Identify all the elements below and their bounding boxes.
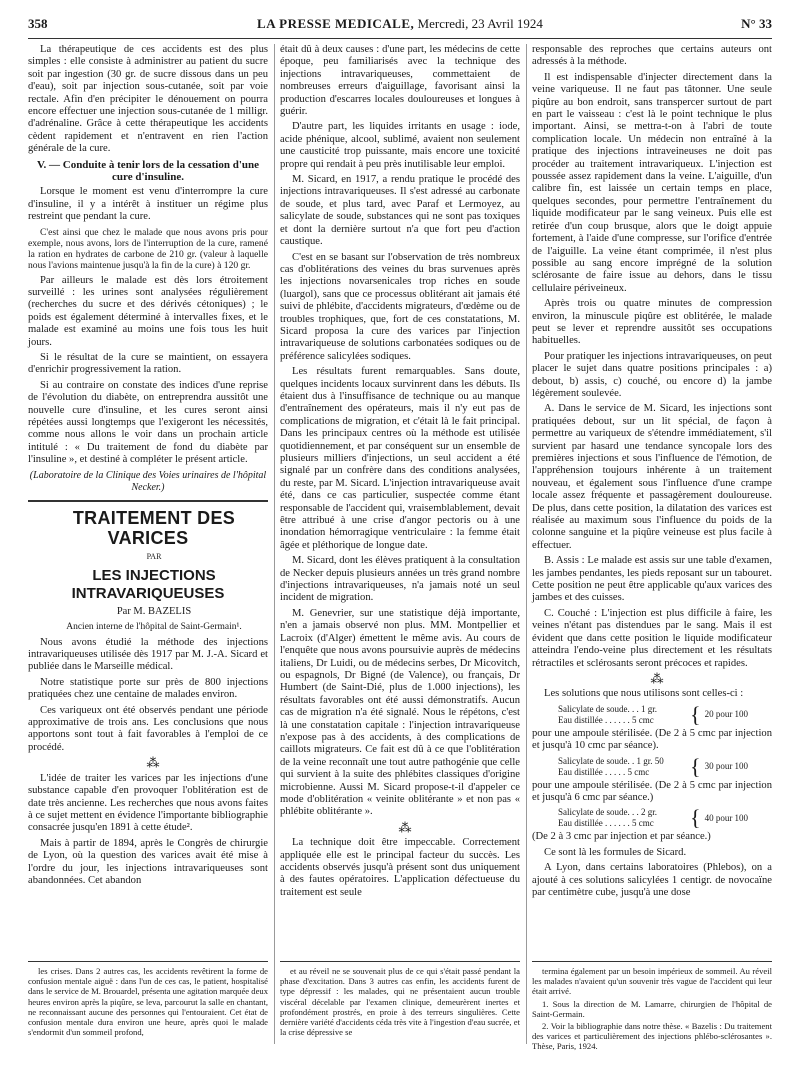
paragraph: responsable des reproches que certains auteurs ont adressés à la méthode.: [532, 44, 772, 68]
footnote-rule: [280, 961, 520, 962]
paragraph: D'autre part, les liquides irritants en usage : iode, acide phénique, alcool, sublimé, avaient non seulement une causticité trop puissante, mais encore une toxicité propre qui rendait à peu près inutilisable leur emploi.: [280, 121, 520, 170]
paragraph: C'est en se basant sur l'observation de très nombreux cas d'oblitérations des veines du bras survenues après les injections novarsenicales trop riches en soude (luargol), sans que ce processus oblitérant ait jamais été suivi de phlébite, d'accidents migrateurs, d'œdème ou de troubles trophiques, que, fort de ces constatations, M. Sicard proposa la cure des varices par l'injection intravariqueuse de solutions carbonatées sodiques ou de préférence salicylées sodiques.: [280, 251, 520, 362]
article-title: TRAITEMENT DES VARICES: [72, 508, 236, 549]
asterism: ⁂: [650, 670, 666, 686]
paragraph: pour une ampoule stérilisée. (De 2 à 5 cmc par injection et jusqu'à 10 cmc par séance).: [532, 727, 772, 752]
author-affiliation: Ancien interne de l'hôpital de Saint-Germain¹.: [66, 622, 242, 633]
formula-line: Eau distillée . . . . . . 5 cmc: [558, 818, 654, 829]
paragraph: Nous avons étudié la méthode des injections intravariqueuses utilisée dès 1917 par M. J.-A. Sicard et publiée dans le Marseille médical.: [28, 636, 268, 673]
paragraph: A Lyon, dans certains laboratoires (Phlebos), on a ajouté à ces solutions salicylées 1 centigr. de novocaïne par centimètre cube, jusqu'à une dose: [532, 862, 772, 898]
column-divider: [526, 44, 527, 1044]
journal-name: LA PRESSE MEDICALE,: [257, 16, 415, 31]
footnote-rule: [532, 961, 772, 962]
footnotes-column-1: [28, 966, 268, 1039]
page-number: 358: [28, 16, 48, 31]
formula-line: Salicylate de soude. . 1 gr. 50: [558, 755, 664, 766]
paragraph: L'idée de traiter les varices par les injections d'une substance capable d'en provoquer l'oblitération est de date très ancienne. Les recherches que nous avons faites à ce sujet mettent en évidence l'importante bibliographie consacrée jusqu'en 1891 à cette étude².: [28, 772, 268, 834]
article-separator: [28, 500, 268, 502]
column-divider: [274, 44, 275, 1044]
column-2: [280, 44, 520, 902]
formula-result: 20 pour 100: [704, 709, 749, 720]
paragraph: Ces variqueux ont été observés pendant une période approximative de trois ans. Les conclusions que nous apportons sont tout à fait favorables à l'emploi de ce procédé.: [28, 704, 268, 753]
laboratory-credit: (Laboratoire de la Clinique des Voies urinaires de l'hôpital Necker.): [29, 469, 267, 493]
paragraph: Il est indispensable d'injecter directement dans la veine variqueuse. Il ne faut pas tâtonner. Une seule piqûre au bon endroit, sans transpercer surtout de part en part le vaisseau : c'est là le point technique le plus important. Ainsi, se mettra-t-on à l'abri de toute complication locale. Un médecin non entraîné à la pratique des injections intraveineuses ne doit pas procéder au traitement intravariqueux. L'injection est poussée assez rapidement dans la veine. L'aiguille, d'un calibre fin, est laissée un certain temps en place, quelques secondes, pour permettre l'entraînement du liquide modificateur par le sang veineux. Puis elle est retirée d'un coup brusque, alors que le doigt appuie fortement, à l'aide d'une compresse, sur l'orifice d'entrée de l'aiguille. La veine étant comprimée, il n'est plus possible au sang encore imprégné de la solution sclérosante de faire issue au dehors, dans le tissu cellulaire périveineux.: [532, 71, 772, 294]
paragraph: était dû à deux causes : d'une part, les médecins de cette époque, peu familiarisés avec la technique des injections intravariqueuses, commettaient de nombreuses erreurs d'aiguillage, favorisant ainsi la production d'escarres locales douloureuses et longues à guérir.: [280, 44, 520, 118]
footnote: termina également par un besoin impérieux de sommeil. Au réveil les malades n'avaient qu'un souvenir très vague de l'accident qui leur était arrivé.: [532, 966, 772, 997]
paragraph: Si au contraire on constate des indices d'une reprise de l'évolution du diabète, on entreprendra aussitôt une nouvelle cure d'insuline, et les cures seront ainsi répétées aussi longtemps que l'exigeront les nécessités, comme nous allons le voir dans un prochain article intitulé : « Du traitement de fond du diabète par l'insuline », et destiné à compléter le présent article.: [28, 379, 268, 466]
section-heading: V. — Conduite à tenir lors de la cessation d'une cure d'insuline.: [36, 158, 260, 184]
footnote: 2. Voir la bibliographie dans notre thèse. « Bazelis : Du traitement des varices et particulièrement des injections phlébo-sclérosantes ». Thèse, Paris, 1924.: [532, 1021, 772, 1052]
paragraph: B. Assis : Le malade est assis sur une table d'examen, les jambes pendantes, les pieds reposant sur un tabouret. Cette position ne peut être applicable qu'aux varices des jambes et des cuisses.: [532, 555, 772, 604]
issue-number: N° 33: [741, 16, 772, 31]
formula-line: Salicylate de soude. . . 1 gr.: [558, 703, 657, 714]
brace-icon: {: [690, 701, 701, 727]
paragraph: Mais à partir de 1894, après le Congrès de chirurgie de Lyon, où la question des varices avait été mise à l'ordre du jour, les injections intravariqueuses sont abandonnées. Cet abandon: [28, 837, 268, 886]
paragraph: Ce sont là les formules de Sicard.: [544, 846, 687, 858]
footnote: et au réveil ne se souvenait plus de ce qui s'était passé pendant la phase d'excitation. Dans 3 autres cas enfin, les accidents furent de type dépressif : les malades, qui ne présentaient aucun trouble viscéral décelable par l'examen clinique, demeurèrent inertes et profondément prostrés, en proie à des terreurs singulières. Cette dernière variété d'accidents céda très vite à l'ingestion d'eau sucrée, et la crise dépressive se: [280, 966, 520, 1038]
paragraph: La thérapeutique de ces accidents est des plus simples : elle consiste à administrer au patient du sucre soit par ingestion (30 gr. de sucre dissous dans un peu d'eau), soit par injection sous-cutanée, soit par voie rectale. Afin d'en précipiter le dénouement on pourra encore effectuer une injection sous-cutanée de 1 milligr. d'adrénaline. Grâce à cette thérapeutique les accidents cèdent rapidement et n'entravent en rien l'action générale de la cure.: [28, 44, 268, 155]
paragraph: M. Sicard, dont les élèves pratiquent à la consultation de Necker depuis plusieurs années un très grand nombre d'injections intravariqueuses, n'a jamais noté un seul incident de migration.: [280, 555, 520, 604]
paragraph-small: C'est ainsi que chez le malade que nous avons pris pour exemple, nous avons, lors de l'interruption de la cure, ramené la ration en hydrates de carbone de 210 gr. (valeur à laquelle nous l'avions maintenue jusqu'à la fin de la cure) à 120 gr.: [28, 226, 268, 272]
formula-line: Eau distillée . . . . . 5 cmc: [558, 766, 650, 777]
paragraph: pour une ampoule stérilisée. (De 2 à 5 cmc par injection et jusqu'à 6 cmc par séance.): [532, 779, 772, 803]
paragraph: (De 2 à 3 cmc par injection et par séance.): [532, 831, 711, 843]
paragraph: C. Couché : L'injection est plus difficile à faire, les veines n'étant pas distendues par le sang. Mais il est évident que dans cette position le liquide modificateur atteindra l'endo-veine plus directement et les résultats rétractiles et sclérosants seront précoces et rapides.: [532, 607, 772, 669]
footnotes-column-2: [280, 966, 520, 1039]
formula: [558, 753, 772, 779]
issue-date: Mercredi, 23 Avril 1924: [417, 16, 543, 31]
paragraph: A. Dans le service de M. Sicard, les injections sont pratiquées debout, sur un lit spécial, de façon à permettre au variqueux de s'étendre immédiatement, s'il survient par hasard une tendance syncopale lors des premières injections et sous l'influence de l'émotion, de l'appréhension toujours inhérente à un traitement nouveau, et également sous l'influence d'une crampe locale assez fréquente et passagèrement douloureuse. De plus, dans cette position, la dilatation des varices est réalisée au maximum sous l'influence du poids de la colonne sanguine et la piqûre veineuse est plus facile à effectuer.: [532, 403, 772, 551]
column-3: [532, 44, 772, 902]
paragraph: M. Sicard, en 1917, a rendu pratique le procédé des injections intravariqueuses. Il s'est adressé au carbonate de soude, et plus tard, avec Paraf et Lermoyez, au salicylate de soude, substances qui ne sont pas toxiques et dont la dernière surtout n'a que fort peu d'action caustique.: [280, 174, 520, 248]
footnotes-column-3: [532, 966, 772, 1054]
paragraph: Notre statistique porte sur près de 800 injections pratiquées chez une centaine de malades environ.: [28, 676, 268, 701]
column-1: [28, 44, 268, 890]
paragraph: Si le résultat de la cure se maintient, on essayera d'enrichir progressivement la ration.: [28, 351, 268, 376]
paragraph: Pour pratiquer les injections intravariqueuses, on peut placer le sujet dans quatre positions principales : a) debout, b) assis, c) couché, ou encore d) la jambe légèrement soulevée.: [532, 350, 773, 399]
asterism: ⁂: [146, 755, 162, 771]
brace-icon: {: [690, 753, 701, 779]
asterism: ⁂: [398, 819, 414, 835]
footnote: les crises. Dans 2 autres cas, les accidents revêtirent la forme de confusion mentale aiguë : dans l'un de ces cas, le patient, hospitalisé dans le service de M. Brouardel, présenta une agitation marquée deux heures environ après la piqûre, se leva, parcourut la salle en chantant, ne reconnaissant aucune des personnes qui l'entouraient. Cet état de confusion mentale dura environ une heure, après quoi le malade s'endormit d'un sommeil profond,: [28, 966, 268, 1038]
footnote: 1. Sous la direction de M. Lamarre, chirurgien de l'hôpital de Saint-Germain.: [532, 998, 772, 1019]
formula-line: Eau distillée . . . . . . 5 cmc: [558, 714, 654, 725]
formula: [558, 807, 772, 829]
paragraph: Lorsque le moment est venu d'interrompre la cure d'insuline, il y a intérêt à instituer un régime plus restreint que pendant la cure.: [28, 186, 268, 223]
footnote-rule: [28, 961, 268, 962]
paragraph: Après trois ou quatre minutes de compression environ, la minuscule piqûre est oblitérée, le malade peut se lever et reprendre aussitôt ses occupations habituelles.: [532, 298, 772, 347]
paragraph: Par ailleurs le malade est dès lors étroitement surveillé : les urines sont analysées régulièrement (recherches du sucre et des dérivés cétoniques) ; le poids est également déterminé à intervalles fixes, et le malade est examiné au moins une fois tous les huit jours.: [28, 274, 268, 348]
page-header: [28, 16, 772, 39]
author: Par M. BAZELIS: [116, 605, 192, 617]
article-title-par: PAR: [146, 552, 162, 562]
formula-line: Salicylate de soude. . . 2 gr.: [558, 807, 657, 818]
paragraph: Les solutions que nous utilisons sont celles-ci :: [544, 688, 744, 700]
paragraph: M. Genevrier, sur une statistique déjà importante, n'en a jamais observé non plus. MM. Montpellier et Lacroix (d'Alger) émettent le même avis. Au cours de l'enquête que nous avons poursuivie auprès de médecins italiens, Dr Luidi, ou de médecins serbes, Dr Micovitch, ou espagnols, Dr Bigné (de Valence), ou français, Dr Humbert (de Saint-Dié, plus de 1.000 injections), les résultats favorables ont été aussi démonstratifs. Aucun cas de migration n'a été signalé. Nous le répétons, c'est là une constatation capitale : l'injection intravariqueuse n'expose pas à des accidents, à des complications de caillots migrateurs. Ce fait est dû à ce que l'oblitération de la veine reconnaît une tout autre pathogénie que celle qui survient à la suite des phlébites classiques d'origine microbienne. Aussi M. Sicard propose-t-il d'appeler ce mode d'oblitération « veinite oblitérante » et non pas « phlébite oblitérante ».: [280, 607, 520, 818]
article-subtitle: LES INJECTIONS INTRAVARIQUEUSES: [71, 566, 225, 602]
paragraph: La technique doit être impeccable. Correctement appliquée elle est le principal facteur du succès. Les accidents observés jusqu'à présent sont dus uniquement à des fautes opératoires. L'application défectueuse du traitement est seule: [280, 837, 520, 898]
formula-result: 30 pour 100: [704, 761, 749, 772]
journal-title: [28, 16, 772, 32]
brace-icon: {: [690, 805, 701, 831]
paragraph: Les résultats furent remarquables. Sans doute, quelques incidents locaux survinrent dans les débuts. Ils étaient dus à l'insuffisance de technique ou au manque d'entraînement des opérateurs, mais il n'y eut pas de complications de migration, et c'était là le fait principal. Dans les principaux centres où la méthode est utilisée quotidiennement, et par conséquent sur un ensemble de plusieurs milliers d'injections, un seul accident a été signalé par un confrère dans des conditions analysées, du reste, par M. Sicard. L'injection intravariqueuse avait été, dans ce cas particulier, suspectée comme étant responsable de l'accident qui, vraisemblablement, devait être attribué à une crise d'angor pectoris ou à une inondation hémorragique ventriculaire : la femme était âgée et pléthorique de longue date.: [280, 366, 520, 551]
formula-result: 40 pour 100: [704, 812, 749, 823]
formula: [558, 701, 772, 727]
